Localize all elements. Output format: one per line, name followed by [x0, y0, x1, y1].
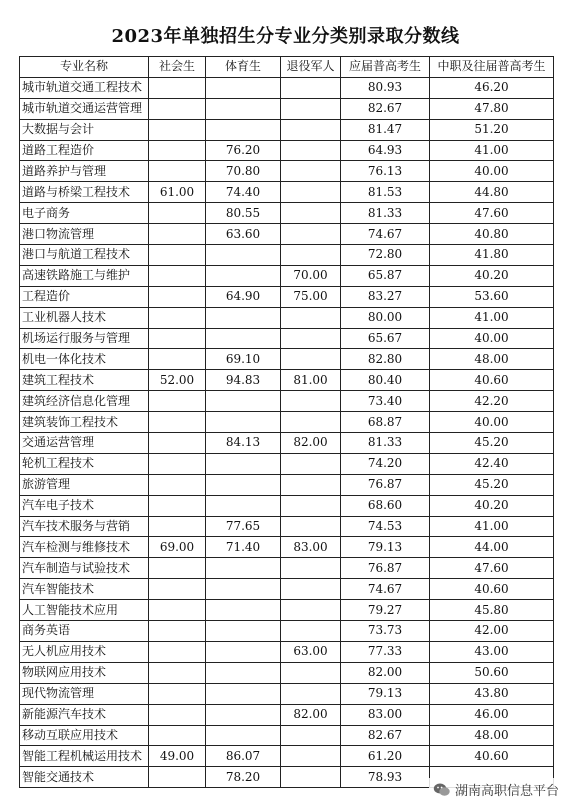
vocational-score-cell: 40.00 — [430, 412, 554, 433]
sport-score-cell — [206, 474, 281, 495]
table-row — [20, 746, 554, 767]
sport-score-cell — [206, 412, 281, 433]
major-name-cell: 港口与航道工程技术 — [20, 245, 149, 266]
fresh-graduate-score-cell: 77.33 — [341, 641, 430, 662]
table-row — [20, 224, 554, 245]
fresh-graduate-score-cell: 72.80 — [341, 245, 430, 266]
sport-score-cell — [206, 621, 281, 642]
vocational-score-cell: 40.60 — [430, 746, 554, 767]
major-name-cell: 机电一体化技术 — [20, 349, 149, 370]
major-name-cell: 汽车检测与维修技术 — [20, 537, 149, 558]
social-score-cell: 52.00 — [149, 370, 206, 391]
vocational-score-cell: 46.00 — [430, 704, 554, 725]
table-row — [20, 662, 554, 683]
vocational-score-cell: 45.20 — [430, 433, 554, 454]
social-score-cell — [149, 140, 206, 161]
vocational-score-cell: 41.80 — [430, 245, 554, 266]
sport-score-cell: 84.13 — [206, 433, 281, 454]
header-veteran: 退役军人 — [281, 57, 341, 78]
social-score-cell — [149, 725, 206, 746]
table-row — [20, 161, 554, 182]
vocational-score-cell: 41.00 — [430, 516, 554, 537]
fresh-graduate-score-cell: 82.67 — [341, 725, 430, 746]
watermark-text: 湖南高职信息平台 — [454, 784, 559, 799]
major-name-cell: 交通运营管理 — [20, 433, 149, 454]
major-name-cell: 机场运行服务与管理 — [20, 328, 149, 349]
header-sport: 体育生 — [206, 57, 281, 78]
veteran-score-cell — [281, 182, 341, 203]
vocational-score-cell: 50.60 — [430, 662, 554, 683]
fresh-graduate-score-cell: 64.93 — [341, 140, 430, 161]
sport-score-cell: 78.20 — [206, 767, 281, 788]
sport-score-cell — [206, 558, 281, 579]
fresh-graduate-score-cell: 74.53 — [341, 516, 430, 537]
table-row — [20, 119, 554, 140]
vocational-score-cell: 40.60 — [430, 370, 554, 391]
veteran-score-cell: 70.00 — [281, 265, 341, 286]
major-name-cell: 道路养护与管理 — [20, 161, 149, 182]
fresh-graduate-score-cell: 81.33 — [341, 433, 430, 454]
major-name-cell: 汽车技术服务与营销 — [20, 516, 149, 537]
table-row — [20, 558, 554, 579]
table-row — [20, 265, 554, 286]
sport-score-cell — [206, 265, 281, 286]
major-name-cell: 现代物流管理 — [20, 683, 149, 704]
sport-score-cell: 80.55 — [206, 203, 281, 224]
table-row — [20, 495, 554, 516]
table-row — [20, 683, 554, 704]
vocational-score-cell: 46.20 — [430, 77, 554, 98]
major-name-cell: 建筑装饰工程技术 — [20, 412, 149, 433]
vocational-score-cell: 42.40 — [430, 453, 554, 474]
table-body — [20, 77, 554, 787]
sport-score-cell — [206, 579, 281, 600]
vocational-score-cell: 40.20 — [430, 265, 554, 286]
table-row — [20, 349, 554, 370]
major-name-cell: 智能工程机械运用技术 — [20, 746, 149, 767]
major-name-cell: 人工智能技术应用 — [20, 600, 149, 621]
veteran-score-cell — [281, 600, 341, 621]
fresh-graduate-score-cell: 82.80 — [341, 349, 430, 370]
social-score-cell — [149, 683, 206, 704]
sport-score-cell — [206, 245, 281, 266]
fresh-graduate-score-cell: 79.13 — [341, 683, 430, 704]
social-score-cell — [149, 767, 206, 788]
social-score-cell — [149, 600, 206, 621]
fresh-graduate-score-cell: 81.53 — [341, 182, 430, 203]
table-row — [20, 328, 554, 349]
veteran-score-cell: 83.00 — [281, 537, 341, 558]
sport-score-cell: 71.40 — [206, 537, 281, 558]
fresh-graduate-score-cell: 61.20 — [341, 746, 430, 767]
vocational-score-cell: 40.80 — [430, 224, 554, 245]
table-row — [20, 370, 554, 391]
sport-score-cell: 63.60 — [206, 224, 281, 245]
sport-score-cell: 74.40 — [206, 182, 281, 203]
sport-score-cell — [206, 453, 281, 474]
veteran-score-cell — [281, 328, 341, 349]
social-score-cell — [149, 265, 206, 286]
sport-score-cell — [206, 641, 281, 662]
social-score-cell — [149, 641, 206, 662]
major-name-cell: 工程造价 — [20, 286, 149, 307]
veteran-score-cell: 82.00 — [281, 704, 341, 725]
fresh-graduate-score-cell: 80.93 — [341, 77, 430, 98]
veteran-score-cell: 81.00 — [281, 370, 341, 391]
vocational-score-cell: 40.00 — [430, 328, 554, 349]
vocational-score-cell: 48.00 — [430, 725, 554, 746]
sport-score-cell — [206, 683, 281, 704]
major-name-cell: 新能源汽车技术 — [20, 704, 149, 725]
vocational-score-cell: 48.00 — [430, 349, 554, 370]
table-row — [20, 98, 554, 119]
social-score-cell — [149, 433, 206, 454]
sport-score-cell: 69.10 — [206, 349, 281, 370]
social-score-cell: 61.00 — [149, 182, 206, 203]
veteran-score-cell: 63.00 — [281, 641, 341, 662]
sport-score-cell — [206, 98, 281, 119]
veteran-score-cell — [281, 391, 341, 412]
veteran-score-cell — [281, 349, 341, 370]
veteran-score-cell — [281, 516, 341, 537]
sport-score-cell — [206, 600, 281, 621]
veteran-score-cell — [281, 767, 341, 788]
veteran-score-cell — [281, 98, 341, 119]
social-score-cell — [149, 328, 206, 349]
fresh-graduate-score-cell: 76.13 — [341, 161, 430, 182]
social-score-cell — [149, 704, 206, 725]
sport-score-cell: 64.90 — [206, 286, 281, 307]
social-score-cell: 69.00 — [149, 537, 206, 558]
fresh-graduate-score-cell: 68.87 — [341, 412, 430, 433]
fresh-graduate-score-cell: 73.40 — [341, 391, 430, 412]
social-score-cell — [149, 516, 206, 537]
fresh-graduate-score-cell: 83.27 — [341, 286, 430, 307]
sport-score-cell — [206, 328, 281, 349]
veteran-score-cell — [281, 224, 341, 245]
table-row — [20, 286, 554, 307]
wechat-bubble-icon — [433, 781, 451, 799]
sport-score-cell: 77.65 — [206, 516, 281, 537]
table-row — [20, 621, 554, 642]
vocational-score-cell: 41.00 — [430, 307, 554, 328]
major-name-cell: 移动互联应用技术 — [20, 725, 149, 746]
veteran-score-cell — [281, 140, 341, 161]
vocational-score-cell: 40.00 — [430, 161, 554, 182]
watermark — [429, 778, 563, 801]
table-row — [20, 537, 554, 558]
header-social: 社会生 — [149, 57, 206, 78]
vocational-score-cell: 43.80 — [430, 683, 554, 704]
table-row — [20, 433, 554, 454]
table-row — [20, 307, 554, 328]
vocational-score-cell: 42.20 — [430, 391, 554, 412]
fresh-graduate-score-cell: 81.47 — [341, 119, 430, 140]
social-score-cell — [149, 621, 206, 642]
fresh-graduate-score-cell: 74.20 — [341, 453, 430, 474]
social-score-cell — [149, 307, 206, 328]
table-row — [20, 579, 554, 600]
fresh-graduate-score-cell: 82.00 — [341, 662, 430, 683]
major-name-cell: 智能交通技术 — [20, 767, 149, 788]
major-name-cell: 无人机应用技术 — [20, 641, 149, 662]
major-name-cell: 物联网应用技术 — [20, 662, 149, 683]
veteran-score-cell — [281, 453, 341, 474]
table-row — [20, 391, 554, 412]
major-name-cell: 电子商务 — [20, 203, 149, 224]
sport-score-cell — [206, 725, 281, 746]
major-name-cell: 建筑经济信息化管理 — [20, 391, 149, 412]
sport-score-cell — [206, 662, 281, 683]
vocational-score-cell: 53.60 — [430, 286, 554, 307]
vocational-score-cell: 42.00 — [430, 621, 554, 642]
social-score-cell — [149, 349, 206, 370]
fresh-graduate-score-cell: 68.60 — [341, 495, 430, 516]
sport-score-cell — [206, 77, 281, 98]
fresh-graduate-score-cell: 80.40 — [341, 370, 430, 391]
page-title: 2023年单独招生分专业分类别录取分数线 — [111, 26, 460, 47]
fresh-graduate-score-cell: 81.33 — [341, 203, 430, 224]
table-row — [20, 516, 554, 537]
social-score-cell: 49.00 — [149, 746, 206, 767]
table-row — [20, 77, 554, 98]
vocational-score-cell: 40.20 — [430, 495, 554, 516]
social-score-cell — [149, 245, 206, 266]
table-row — [20, 245, 554, 266]
header-major: 专业名称 — [20, 57, 149, 78]
veteran-score-cell: 75.00 — [281, 286, 341, 307]
major-name-cell: 高速铁路施工与维护 — [20, 265, 149, 286]
sport-score-cell: 86.07 — [206, 746, 281, 767]
fresh-graduate-score-cell: 74.67 — [341, 579, 430, 600]
sport-score-cell — [206, 704, 281, 725]
major-name-cell: 商务英语 — [20, 621, 149, 642]
fresh-graduate-score-cell: 78.93 — [341, 767, 430, 788]
fresh-graduate-score-cell: 82.67 — [341, 98, 430, 119]
table-row — [20, 140, 554, 161]
major-name-cell: 道路与桥梁工程技术 — [20, 182, 149, 203]
major-name-cell: 城市轨道交通运营管理 — [20, 98, 149, 119]
social-score-cell — [149, 579, 206, 600]
table-row — [20, 641, 554, 662]
header-fresh-graduate: 应届普高考生 — [341, 57, 430, 78]
veteran-score-cell — [281, 203, 341, 224]
fresh-graduate-score-cell: 65.87 — [341, 265, 430, 286]
vocational-score-cell: 45.80 — [430, 600, 554, 621]
major-name-cell: 汽车电子技术 — [20, 495, 149, 516]
vocational-score-cell: 47.60 — [430, 558, 554, 579]
major-name-cell: 旅游管理 — [20, 474, 149, 495]
sport-score-cell — [206, 307, 281, 328]
sport-score-cell — [206, 391, 281, 412]
veteran-score-cell — [281, 558, 341, 579]
major-name-cell: 轮机工程技术 — [20, 453, 149, 474]
sport-score-cell — [206, 495, 281, 516]
major-name-cell: 大数据与会计 — [20, 119, 149, 140]
vocational-score-cell: 47.60 — [430, 203, 554, 224]
veteran-score-cell — [281, 495, 341, 516]
vocational-score-cell: 44.80 — [430, 182, 554, 203]
table-row — [20, 474, 554, 495]
social-score-cell — [149, 453, 206, 474]
fresh-graduate-score-cell: 79.27 — [341, 600, 430, 621]
social-score-cell — [149, 474, 206, 495]
veteran-score-cell — [281, 683, 341, 704]
veteran-score-cell — [281, 621, 341, 642]
fresh-graduate-score-cell: 76.87 — [341, 474, 430, 495]
sport-score-cell — [206, 119, 281, 140]
veteran-score-cell — [281, 579, 341, 600]
fresh-graduate-score-cell: 83.00 — [341, 704, 430, 725]
veteran-score-cell — [281, 119, 341, 140]
vocational-score-cell: 43.00 — [430, 641, 554, 662]
sport-score-cell: 94.83 — [206, 370, 281, 391]
social-score-cell — [149, 98, 206, 119]
major-name-cell: 建筑工程技术 — [20, 370, 149, 391]
fresh-graduate-score-cell: 74.67 — [341, 224, 430, 245]
vocational-score-cell: 45.20 — [430, 474, 554, 495]
table-row — [20, 725, 554, 746]
fresh-graduate-score-cell: 76.87 — [341, 558, 430, 579]
veteran-score-cell — [281, 245, 341, 266]
major-name-cell: 城市轨道交通工程技术 — [20, 77, 149, 98]
admission-score-table — [19, 56, 554, 788]
table-row — [20, 412, 554, 433]
sport-score-cell: 76.20 — [206, 140, 281, 161]
social-score-cell — [149, 391, 206, 412]
social-score-cell — [149, 558, 206, 579]
social-score-cell — [149, 412, 206, 433]
header-vocational: 中职及往届普高考生 — [430, 57, 554, 78]
table-header-row — [20, 57, 554, 78]
social-score-cell — [149, 119, 206, 140]
veteran-score-cell — [281, 161, 341, 182]
social-score-cell — [149, 224, 206, 245]
veteran-score-cell — [281, 746, 341, 767]
sport-score-cell: 70.80 — [206, 161, 281, 182]
major-name-cell: 港口物流管理 — [20, 224, 149, 245]
veteran-score-cell — [281, 474, 341, 495]
veteran-score-cell — [281, 77, 341, 98]
table-row — [20, 704, 554, 725]
fresh-graduate-score-cell: 73.73 — [341, 621, 430, 642]
veteran-score-cell — [281, 412, 341, 433]
veteran-score-cell — [281, 725, 341, 746]
social-score-cell — [149, 203, 206, 224]
major-name-cell: 道路工程造价 — [20, 140, 149, 161]
social-score-cell — [149, 77, 206, 98]
vocational-score-cell: 47.80 — [430, 98, 554, 119]
fresh-graduate-score-cell: 65.67 — [341, 328, 430, 349]
vocational-score-cell: 44.00 — [430, 537, 554, 558]
veteran-score-cell: 82.00 — [281, 433, 341, 454]
social-score-cell — [149, 662, 206, 683]
vocational-score-cell: 51.20 — [430, 119, 554, 140]
table-row — [20, 600, 554, 621]
vocational-score-cell: 41.00 — [430, 140, 554, 161]
major-name-cell: 汽车制造与试验技术 — [20, 558, 149, 579]
social-score-cell — [149, 495, 206, 516]
social-score-cell — [149, 161, 206, 182]
fresh-graduate-score-cell: 79.13 — [341, 537, 430, 558]
major-name-cell: 汽车智能技术 — [20, 579, 149, 600]
table-row — [20, 182, 554, 203]
table-row — [20, 203, 554, 224]
veteran-score-cell — [281, 307, 341, 328]
veteran-score-cell — [281, 662, 341, 683]
fresh-graduate-score-cell: 80.00 — [341, 307, 430, 328]
vocational-score-cell: 40.60 — [430, 579, 554, 600]
major-name-cell: 工业机器人技术 — [20, 307, 149, 328]
social-score-cell — [149, 286, 206, 307]
table-row — [20, 453, 554, 474]
